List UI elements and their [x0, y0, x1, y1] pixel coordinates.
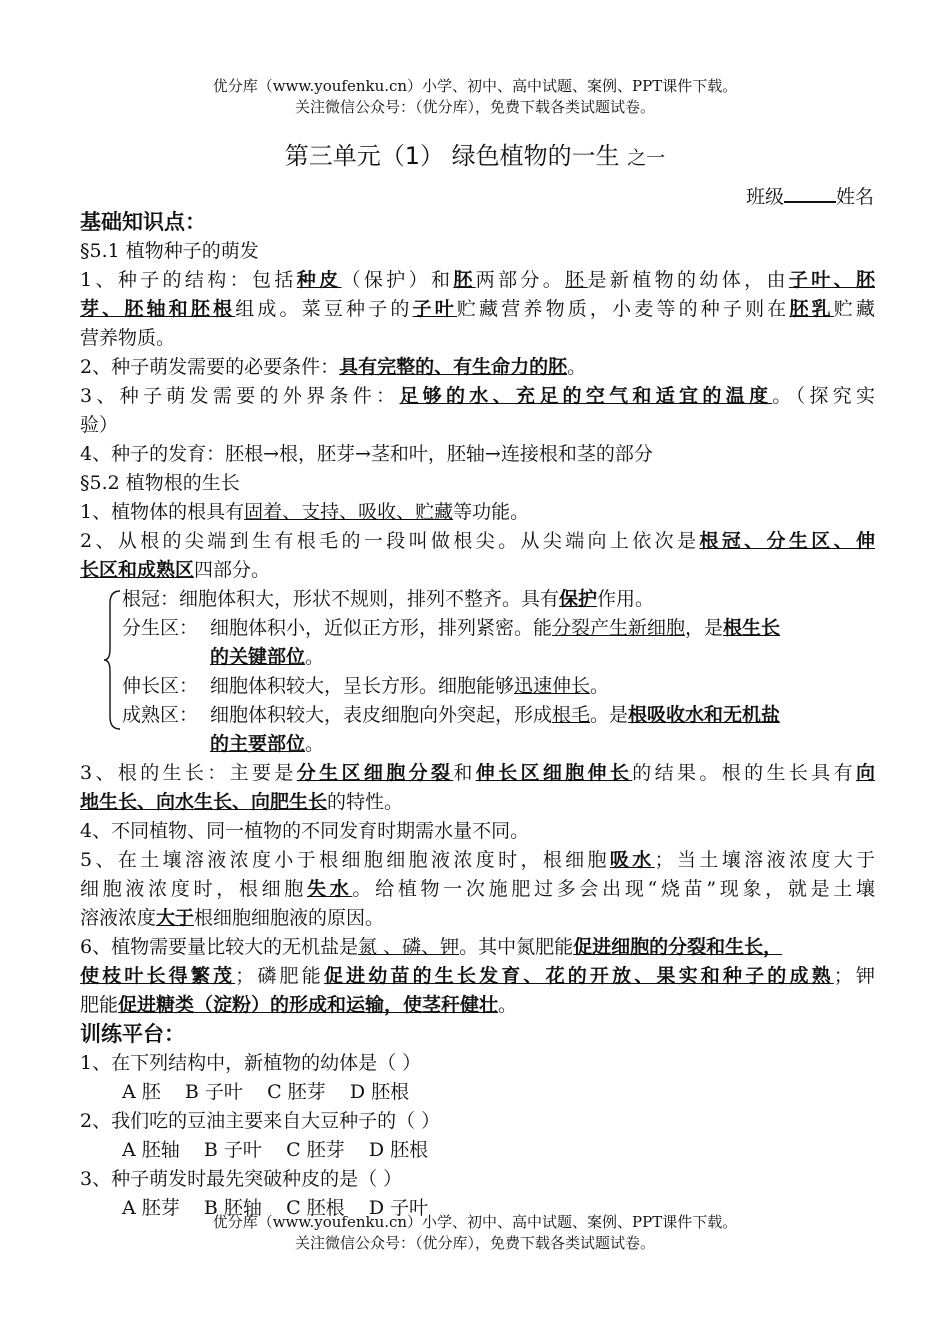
- question-2-options[interactable]: A 胚轴 B 子叶 C 胚芽 D 胚根: [122, 1139, 429, 1161]
- s52-p6-line3: 肥能促进糖类（淀粉）的形成和运输，使茎秆健壮。: [80, 994, 518, 1016]
- page-footer: [0, 1212, 950, 1254]
- zone-maturation: 成熟区： 细胞体积较大，表皮细胞向外突起，形成根毛。是根吸收水和无机盐 的主要部位。: [122, 704, 781, 755]
- basics-heading: 基础知识点：: [80, 210, 206, 234]
- question-2: 2、我们吃的豆油主要来自大豆种子的（ ）: [80, 1110, 441, 1132]
- question-3-options[interactable]: A 胚芽 B 胚轴 C 胚根 D 子叶: [122, 1197, 429, 1219]
- s51-p1-line1: 1、种子的结构：包括种皮（保护）和胚两部分。胚是新植物的幼体，由子叶、胚: [80, 269, 875, 291]
- question-1-options[interactable]: A 胚 B 子叶 C 胚芽 D 胚根: [122, 1081, 410, 1103]
- zone-elongation: 伸长区： 细胞体积较大，呈长方形。细胞能够迅速伸长。: [122, 675, 610, 697]
- zone-root-cap: 根冠： 细胞体积大，形状不规则，排列不整齐。具有保护作用。: [122, 588, 655, 610]
- question-3: 3、种子萌发时最先突破种皮的是（ ）: [80, 1168, 403, 1190]
- brace-icon: [102, 589, 122, 731]
- header-line-1: 优分库（www.youfenku.cn）小学、初中、高中试题、案例、PPT课件下载。: [212, 77, 738, 95]
- class-blank[interactable]: [784, 183, 836, 203]
- name-label: 姓名: [835, 186, 874, 208]
- s51-p3-line1: 3、种子萌发需要的外界条件：足够的水、充足的空气和适宜的温度。（探究实: [80, 385, 875, 407]
- header-line-2: 关注微信公众号：（优分库），免费下载各类试题试卷。: [294, 98, 655, 116]
- footer-line-1: 优分库（www.youfenku.cn）小学、初中、高中试题、案例、PPT课件下载。: [212, 1213, 738, 1231]
- question-1: 1、在下列结构中，新植物的幼体是（ ）: [80, 1052, 422, 1074]
- page-header: [0, 76, 950, 118]
- section-5-1-heading: §5.1 植物种子的萌发: [80, 240, 259, 262]
- s51-p4: 4、种子的发育：胚根→根，胚芽→茎和叶，胚轴→连接根和茎的部分: [80, 443, 653, 465]
- s52-p2-line2: 长区和成熟区四部分。: [80, 559, 271, 581]
- training-heading: 训练平台：: [80, 1022, 185, 1046]
- class-label: 班级: [745, 186, 784, 208]
- s52-p5-line2: 细胞液浓度时，根细胞失水。给植物一次施肥过多会出现“烧苗”现象，就是土壤: [80, 878, 875, 900]
- page-title: [0, 136, 950, 171]
- footer-line-2: 关注微信公众号：（优分库），免费下载各类试题试卷。: [294, 1234, 655, 1252]
- zone-meristem: 分生区： 细胞体积小，近似正方形，排列紧密。能分裂产生新细胞，是根生长 的关键部位。: [122, 617, 781, 668]
- title-main: 第三单元（1） 绿色植物的一生: [284, 142, 620, 170]
- s51-p3-line2: 验）: [80, 414, 119, 436]
- s52-p4: 4、不同植物、同一植物的不同发育时期需水量不同。: [80, 820, 530, 842]
- s51-p1-line2: 芽、胚轴和胚根组成。菜豆种子的子叶贮藏营养物质，小麦等的种子则在胚乳贮藏: [80, 298, 875, 320]
- s52-p1: 1、植物体的根具有固着、支持、吸收、贮藏等功能。: [80, 501, 530, 523]
- s52-p3-line2: 地生长、向水生长、向肥生长的特性。: [80, 791, 404, 813]
- class-name-line: [746, 182, 874, 209]
- s52-p2-line1: 2、从根的尖端到生有根毛的一段叫做根尖。从尖端向上依次是根冠、分生区、伸: [80, 530, 875, 552]
- s51-p1-line3: 营养物质。: [80, 327, 176, 349]
- s52-p6-line1: 6、植物需要量比较大的无机盐是氮 、磷、钾。其中氮肥能促进细胞的分裂和生长，: [80, 936, 783, 958]
- s52-p5-line3: 溶液浓度大于根细胞细胞液的原因。: [80, 907, 385, 929]
- document-body: [80, 208, 875, 1223]
- s51-p2: 2、种子萌发需要的必要条件：具有完整的、有生命力的胚。: [80, 356, 587, 378]
- section-5-2-heading: §5.2 植物根的生长: [80, 472, 240, 494]
- s52-p6-line2: 使枝叶长得繁茂；磷肥能促进幼苗的生长发育、花的开放、果实和种子的成熟；钾: [80, 965, 875, 987]
- s52-p5-line1: 5、在土壤溶液浓度小于根细胞细胞液浓度时，根细胞吸水；当土壤溶液浓度大于: [80, 849, 875, 871]
- root-zones-block: [80, 585, 875, 759]
- title-sub: 之一: [627, 147, 666, 169]
- s52-p3-line1: 3、根的生长：主要是分生区细胞分裂和伸长区细胞伸长的结果。根的生长具有向: [80, 762, 875, 784]
